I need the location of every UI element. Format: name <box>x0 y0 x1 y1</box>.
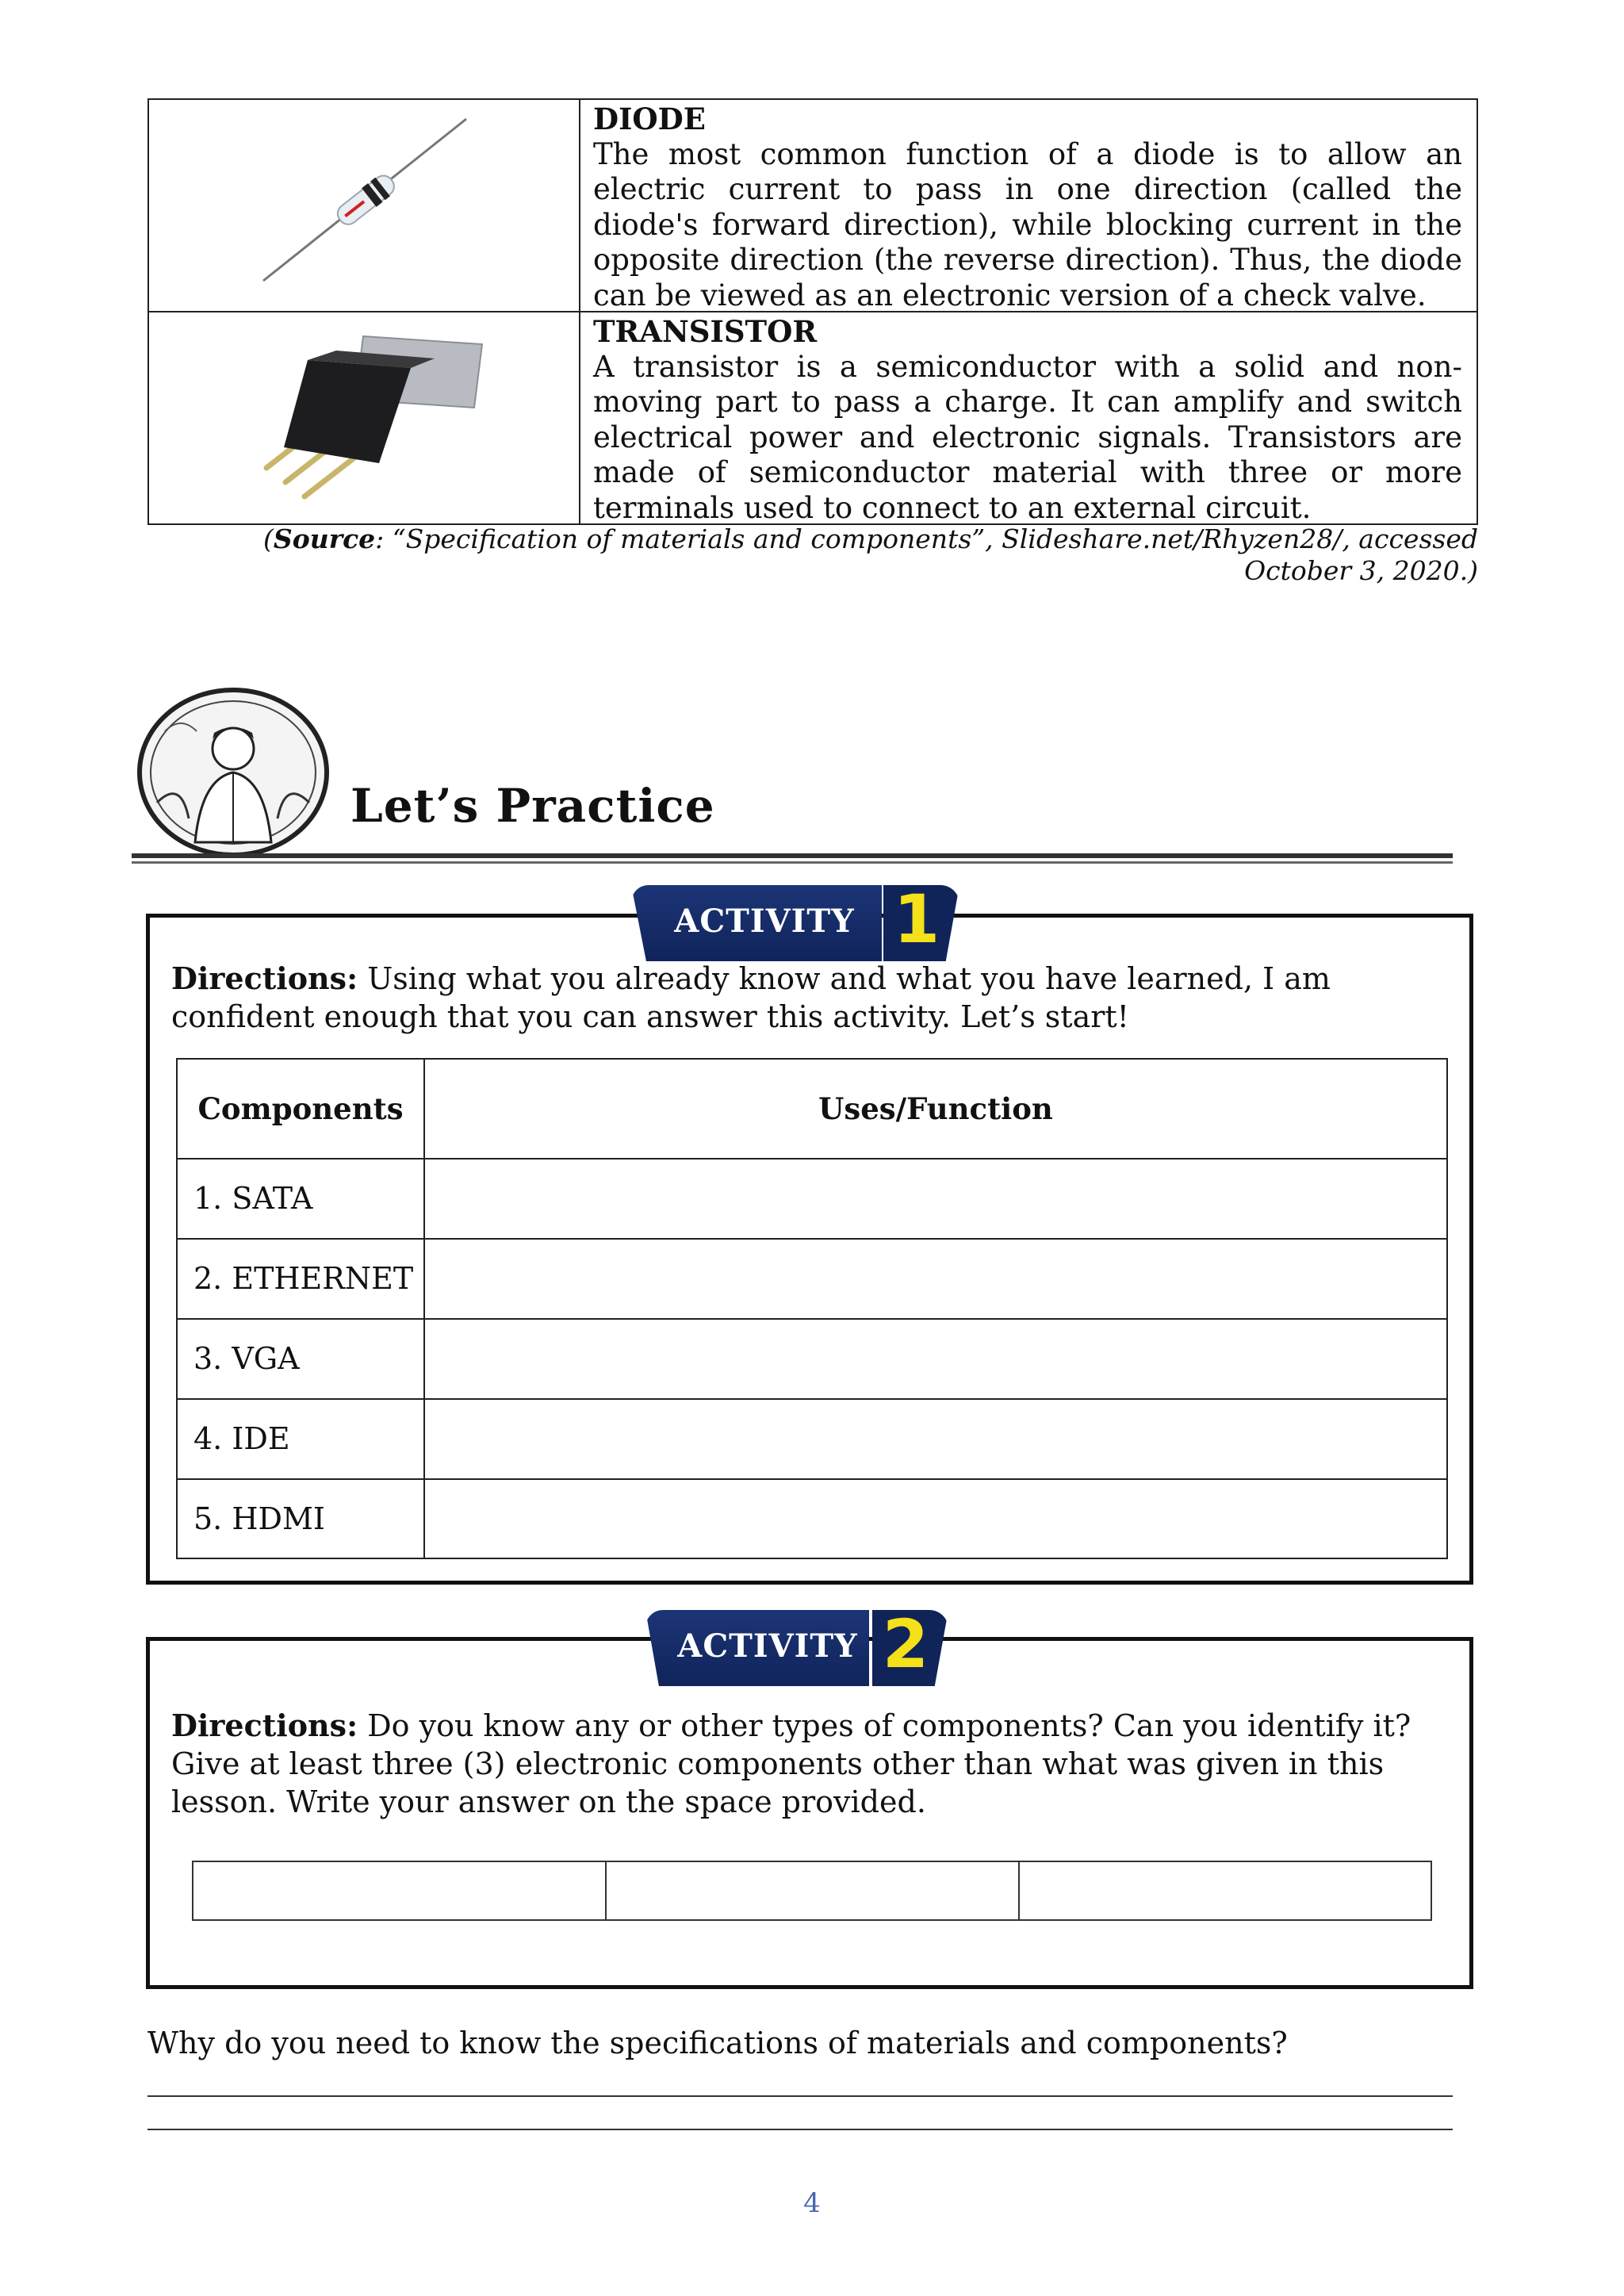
transistor-description-cell <box>593 314 1462 526</box>
header-components: Components <box>197 1091 404 1126</box>
activity-1-directions <box>171 960 1448 1036</box>
activity-2-number: 2 <box>882 1605 929 1683</box>
activity-1-directions-text: Using what you already know and what you have learned, I am confident enough that you can answer this activity. Let’s start! <box>171 961 1331 1034</box>
header-rule <box>132 853 1453 858</box>
page-number: 4 <box>803 2187 821 2219</box>
answer-cell[interactable] <box>425 1400 1446 1478</box>
transistor-title: TRANSISTOR <box>593 314 818 349</box>
components-table <box>147 98 1478 525</box>
table-row <box>178 1318 1446 1398</box>
component-name: 2. ETHERNET <box>193 1261 414 1296</box>
diode-title: DIODE <box>593 102 706 136</box>
answer-cell[interactable] <box>607 1862 1020 1919</box>
activity-2-badge <box>645 1605 979 1686</box>
table-row <box>178 1398 1446 1478</box>
activity-1-directions-label: Directions: <box>171 960 358 996</box>
answer-cell[interactable] <box>425 1480 1446 1558</box>
answer-cell[interactable] <box>193 1862 607 1919</box>
answer-cell[interactable] <box>425 1159 1446 1238</box>
source-text: : “Specification of materials and components”, Slideshare.net/Rhyzen28/, accessed October 3, 2020.) <box>375 523 1478 586</box>
reflection-question: Why do you need to know the specifications of materials and components? <box>147 2026 1288 2060</box>
answer-cell[interactable] <box>1020 1862 1431 1919</box>
activity-1-badge <box>631 880 964 961</box>
transistor-description: A transistor is a semiconductor with a solid and non-moving part to pass a charge. It can amplify and switch electrical power and electronic signals. Transistors are made of semiconductor material with three or more terminals used to connect to an external circuit. <box>593 349 1462 525</box>
component-name: 5. HDMI <box>193 1501 325 1536</box>
table-row <box>178 1158 1446 1238</box>
header-uses-function: Uses/Function <box>818 1091 1053 1126</box>
component-name: 3. VGA <box>193 1341 300 1376</box>
activity-1-table <box>176 1058 1448 1559</box>
table-row <box>178 1238 1446 1318</box>
answer-line[interactable] <box>147 2129 1453 2130</box>
component-row-diode <box>149 100 1477 312</box>
answer-cell[interactable] <box>425 1240 1446 1318</box>
activity-2-label: ACTIVITY <box>677 1627 858 1665</box>
component-name: 4. IDE <box>193 1421 290 1456</box>
activity-2-answer-table <box>192 1861 1432 1921</box>
source-label: Source <box>273 523 376 554</box>
component-row-transistor <box>149 312 1477 525</box>
transistor-image-cell <box>149 312 580 525</box>
component-name: 1. SATA <box>193 1181 313 1216</box>
diode-image <box>149 100 577 311</box>
activity-2-directions-label: Directions: <box>171 1708 358 1743</box>
student-emblem-icon <box>133 684 333 860</box>
activity-2-directions <box>171 1707 1456 1821</box>
activity-1-label: ACTIVITY <box>674 903 855 940</box>
transistor-image <box>149 312 577 523</box>
activity-1-number: 1 <box>893 880 940 958</box>
answer-cell[interactable] <box>425 1320 1446 1398</box>
activity-2-directions-text: Do you know any or other types of components? Can you identify it? Give at least three (3) electronic components other than what was given in this lesson. Write your answer on the space provided. <box>171 1708 1411 1819</box>
table-row <box>178 1478 1446 1558</box>
source-citation <box>241 523 1478 587</box>
source-open: ( <box>262 523 274 554</box>
answer-line[interactable] <box>147 2095 1453 2097</box>
header-rule-thin <box>132 861 1453 864</box>
diode-description: The most common function of a diode is to allow an electric current to pass in one direction (called the diode's forward direction), while blocking current in the opposite direction (the reverse direction). Thus, the diode can be viewed as an electronic version of a check valve. <box>593 136 1462 312</box>
diode-description-cell <box>593 102 1462 313</box>
diode-image-cell <box>149 100 580 311</box>
section-title: Let’s Practice <box>350 779 715 833</box>
